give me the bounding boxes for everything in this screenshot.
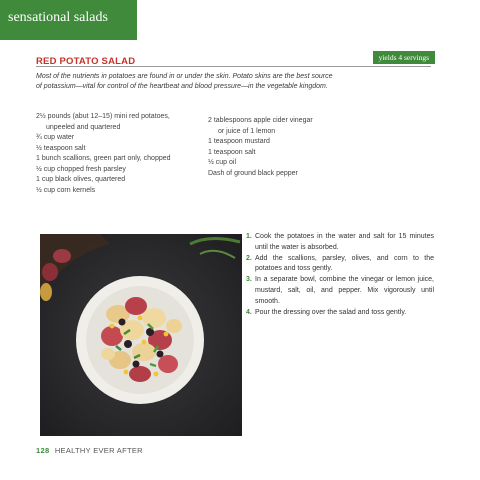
ingredient-line: ¾ cup water (36, 134, 75, 141)
ingredient-line: unpeeled and quartered (46, 123, 121, 131)
title-rule (36, 66, 431, 67)
section-title: sensational salads (8, 10, 108, 25)
salad-photo (40, 234, 242, 436)
page-footer (36, 446, 143, 455)
ingredient-line: 1 cup black olives, quartered (36, 176, 126, 183)
step-text: Pour the dressing over the salad and toss gently. (255, 308, 407, 316)
page-number: 128 (36, 446, 50, 455)
ingredient-line: 1 bunch scallions, green part only, chopped (36, 155, 171, 162)
ingredient-line: 1 teaspoon mustard (208, 138, 270, 145)
yield-badge: yields 4 servings (373, 51, 435, 64)
book-title: HEALTHY EVER AFTER (54, 446, 143, 455)
instruction-step (246, 254, 434, 276)
step-text: In a separate bowl, combine the vinegar or lemon juice, mustard, salt, oil, and pepper. Mix vigorously until smooth. (255, 276, 434, 305)
instruction-step (246, 308, 434, 319)
ingredient-line: 2½ pounds (abut 12–15) mini red potatoes, (36, 113, 170, 120)
ingredient-line: ½ cup chopped fresh parsley (36, 165, 126, 173)
step-number: 1. (246, 233, 252, 240)
step-text: Add the scallions, parsley, olives, and corn to the potatoes and toss gently. (255, 254, 434, 273)
ingredient-line: ½ cup oil (208, 159, 237, 166)
instruction-step (246, 275, 434, 307)
recipe-intro: Most of the nutrients in potatoes are found in or under the skin. Potato skins are the best source of potassium—vital for control of the heartbeat and blood pressure—in the vegetable kingdom. (36, 73, 333, 90)
step-number: 4. (246, 308, 252, 316)
recipe-title: RED POTATO SALAD (36, 56, 136, 67)
ingredient-line: ½ teaspoon salt (36, 144, 86, 152)
step-text: Cook the potatoes in the water and salt for 15 minutes until the water is absorbed. (255, 233, 434, 251)
ingredient-line: ½ cup corn kernels (36, 186, 96, 194)
ingredients-right (208, 116, 313, 179)
ingredient-line: or juice of 1 lemon (218, 127, 276, 135)
step-number: 3. (246, 276, 252, 284)
step-number: 2. (246, 254, 252, 262)
section-tab (0, 0, 137, 40)
ingredient-line: 2 tablespoons apple cider vinegar (208, 117, 313, 124)
instructions (246, 232, 434, 318)
ingredient-line: Dash of ground black pepper (208, 169, 298, 177)
instruction-step (246, 232, 434, 254)
ingredient-line: 1 teaspoon salt (208, 148, 256, 156)
ingredients-left (36, 112, 171, 196)
